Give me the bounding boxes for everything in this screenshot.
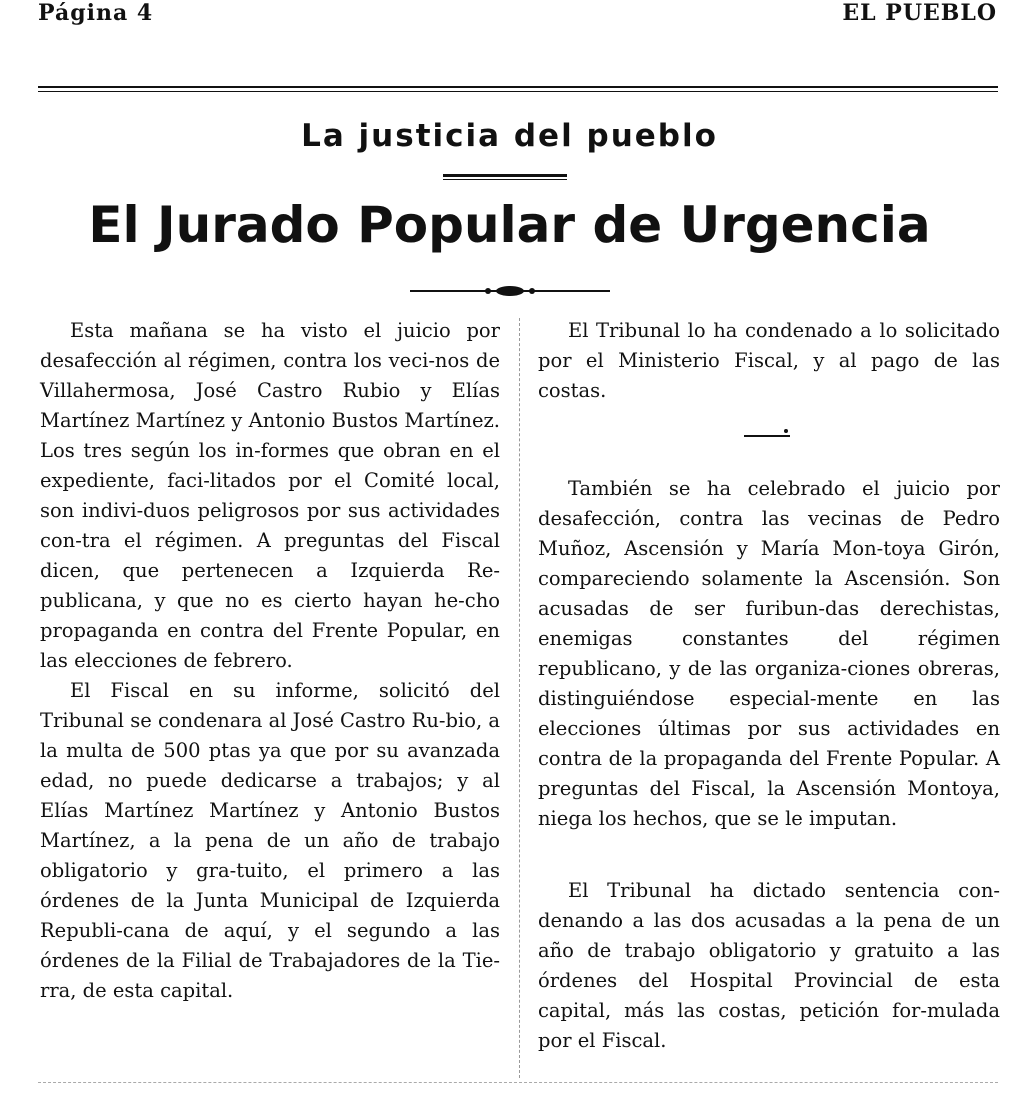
left-paragraph-2: El Fiscal en su informe, solicitó del Tribunal se condenara al José Castro Ru-bio, a la multa de 500 ptas ya que por su avanzada edad, no puede dedicarse a trabajos; y al Elías Martínez Martínez y Antonio Bustos Martínez, a la pena de un año de trabajo obligatorio y gra-tuito, el primero a las órdenes de la Junta Municipal de Izquierda Republi-cana de aquí, y el segundo a las órdenes de la Filial de Trabajadores de la Tie-rra, de esta capital. <box>40 679 500 1002</box>
right-column-part-3 <box>538 876 1000 1056</box>
header-rule <box>38 86 998 92</box>
page-number: Página 4 <box>38 0 154 26</box>
kicker-rule <box>443 174 567 180</box>
article-headline: El Jurado Popular de Urgencia <box>88 196 931 254</box>
section-separator <box>744 435 790 437</box>
footer-rule <box>38 1082 998 1083</box>
ornament-divider <box>410 282 610 300</box>
right-paragraph-2: También se ha celebrado el juicio por desafección, contra las vecinas de Pedro Muñoz, Ascensión y María Mon-toya Girón, compareciendo solamente la Ascensión. Son acusadas de ser furibun-das derechistas, enemigas constantes del régimen republicano, y de las organiza-ciones obreras, distinguiéndose especial-mente en las elecciones últimas por sus actividades en contra de la propaganda del Frente Popular. A preguntas del Fiscal, la Ascensión Montoya, niega los hechos, que se le imputan. <box>538 477 1000 830</box>
left-paragraph-1: Esta mañana se ha visto el juicio por desafección al régimen, contra los veci-nos de Villahermosa, José Castro Rubio y Elías Martínez Martínez y Antonio Bustos Martínez. Los tres según los in-formes que obran en el expediente, faci-litados por el Comité local, son indivi-duos peligrosos por sus actividades con-tra el régimen. A preguntas del Fiscal dicen, que pertenecen a Izquierda Re-publicana, y que no es cierto hayan he-cho propaganda en contra del Frente Popular, en las elecciones de febrero. <box>40 319 500 672</box>
right-paragraph-1: El Tribunal lo ha condenado a lo solicitado por el Ministerio Fiscal, y al pago de las costas. <box>538 319 1000 402</box>
newspaper-name: EL PUEBLO <box>842 0 997 26</box>
column-divider <box>519 318 520 1078</box>
article-kicker: La justicia del pueblo <box>301 118 718 154</box>
section-separator-dot <box>784 429 788 433</box>
right-paragraph-3: El Tribunal ha dictado sentencia con-denando a las dos acusadas a la pena de un año de trabajo obligatorio y gratuito a las órdenes del Hospital Provincial de esta capital, más las costas, petición for-mulada por el Fiscal. <box>538 879 1000 1052</box>
right-column-part-2 <box>538 474 1000 834</box>
left-column <box>40 316 500 1006</box>
right-column <box>538 316 1000 406</box>
